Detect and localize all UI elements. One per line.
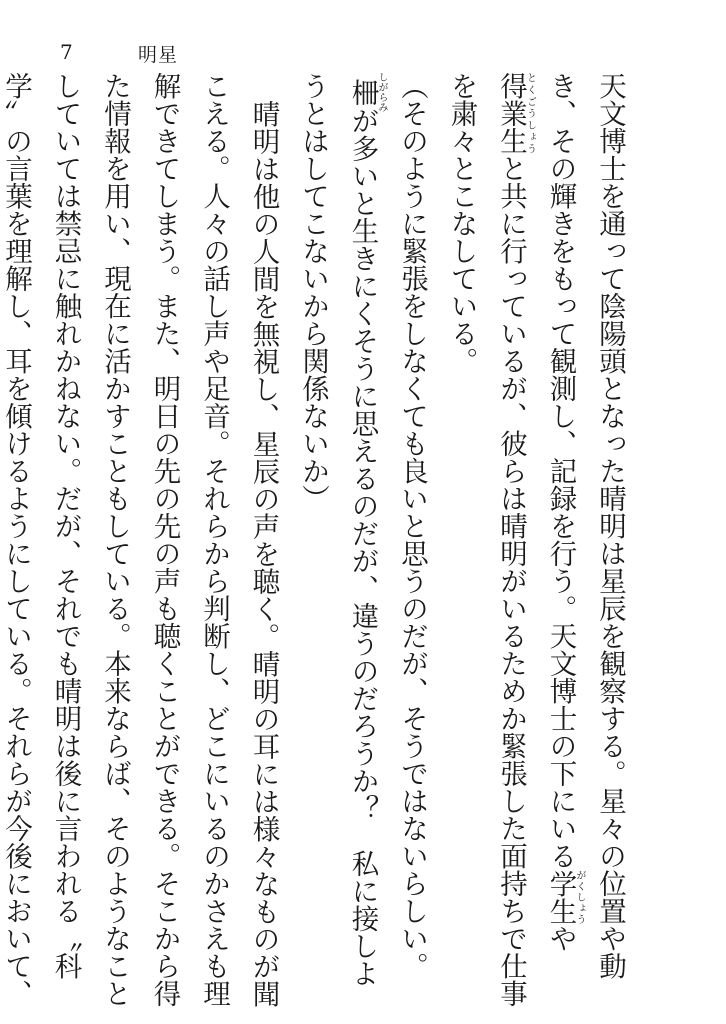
ruby-base: 柵 bbox=[346, 72, 379, 112]
text-run: や bbox=[544, 924, 577, 952]
vertical-text-body bbox=[0, 72, 634, 1007]
page-number: 7 bbox=[60, 40, 73, 64]
ruby-word bbox=[346, 72, 387, 112]
running-title: 明星 bbox=[138, 44, 179, 66]
paragraph bbox=[288, 72, 437, 1007]
text-run: と共に行っているが、彼らは晴明がいるためか緊張した面持ちで仕事を粛々とこなしている。 bbox=[445, 72, 527, 1007]
text-run: が多いと生きにくそうに思えるのだが、違うのだろうか？ 私に接しようとはしてこないから関係ないか） bbox=[297, 72, 379, 987]
ruby-reading: とくごうしょう bbox=[524, 72, 536, 155]
text-run: 晴明は他の人間を無視し、星辰の声を聴く。晴明の耳には様々なものが聞こえる。人々の話し声や足音。それらから判断し、どこにいるのかさえも理解できてしまう。また、明日の先の先の声も聴くことができる。そこから得た情報を用い、現在に活かすこともしている。本来ならば、そのようなことしていては禁忌に触れかねない。だが、それでも晴明は後に言われる〝科学〟の言葉を理解し、耳を傾けるようにしている。それらが今後において、 bbox=[0, 72, 280, 1007]
ruby-reading: しがらみ bbox=[376, 72, 387, 112]
ruby-base: 学生 bbox=[544, 869, 577, 925]
ruby-word bbox=[544, 869, 585, 925]
paragraph bbox=[0, 72, 288, 1007]
paragraph bbox=[436, 72, 634, 1007]
text-run: 天文博士を通って陰陽頭となった晴明は星辰を観察する。星々の位置や動き、その輝きをもって観測し、記録を行う。天文博士の下にいる bbox=[544, 72, 626, 980]
ruby-word bbox=[495, 72, 536, 155]
ruby-base: 得業生 bbox=[495, 72, 527, 155]
ruby-reading: がくしょう bbox=[574, 869, 585, 925]
text-run: （そのように緊張をしなくても良いと思うのだが、そうではないらしい。 bbox=[396, 72, 428, 980]
